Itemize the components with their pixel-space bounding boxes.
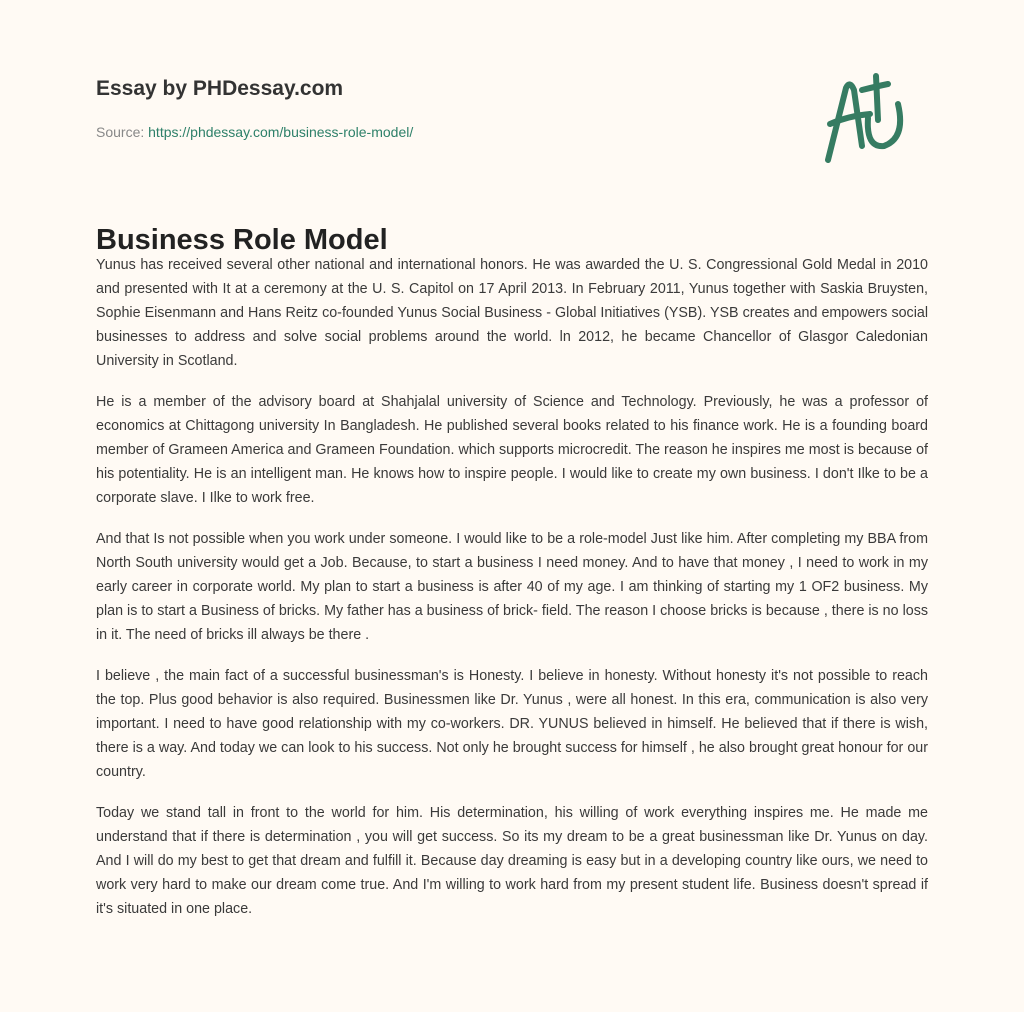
essay-body xyxy=(96,253,928,938)
site-title: Essay by PHDessay.com xyxy=(96,77,344,100)
source-label: Source: xyxy=(96,124,145,140)
essay-paragraph: Yunus has received several other national and international honors. He was awarded the U. S. Congressional Gold Medal in 2010 and presented with It at a ceremony at the U. S. Capitol on 17 April 2013. In February 2011, Yunus together with Saskia Bruysten, Sophie Eisenmann and Hans Reitz co-founded Yunus Social Business - Global Initiatives (YSB). YSB creates and empowers social businesses to address and solve social problems around the world. ln 2012, he became Chancellor of Glasgor Caledonian University in Scotland. xyxy=(96,257,928,369)
essay-paragraph: He is a member of the advisory board at Shahjalal university of Science and Technology. Previously, he was a professor of economics at Chittagong university In Bangladesh. He published several books related to his finance work. He is a founding board member of Grameen America and Grameen Foundation. which supports microcredit. The reason he inspires me most is because of his potentiality. He is an intelligent man. He knows how to inspire people. I would like to create my own business. I don't Ilke to be a corporate slave. I Ilke to work free. xyxy=(96,394,928,506)
essay-paragraph: And that Is not possible when you work under someone. I would like to be a role-model Just like him. After completing my BBA from North South university would get a Job. Because, to start a business I need money. And to have that money , I need to work in my early career in corporate world. My plan to start a business is after 40 of my age. I am thinking of starting my 1 OF2 business. My plan is to start a Business of bricks. My father has a business of brick- field. The reason I choose bricks is because , there is no loss in it. The need of bricks ill always be there . xyxy=(96,531,928,643)
source-line xyxy=(96,124,413,140)
a-plus-logo-icon xyxy=(818,68,928,168)
essay-title: Business Role Model xyxy=(96,224,388,256)
essay-paragraph: Today we stand tall in front to the world for him. His determination, his willing of work everything inspires me. He made me understand that if there is determination , you will get success. So its my dream to be a great businessman like Dr. Yunus on day. And I will do my best to get that dream and fulfill it. Because day dreaming is easy but in a developing country like ours, we need to work very hard to make our dream come true. And I'm willing to work hard from my present student life. Business doesn't spread if it's situated in one place. xyxy=(96,805,928,917)
essay-paragraph: I believe , the main fact of a successful businessman's is Honesty. I believe in honesty. Without honesty it's not possible to reach the top. Plus good behavior is also required. Businessmen like Dr. Yunus , were all honest. In this era, communication is also very important. I need to have good relationship with my co-workers. DR. YUNUS believed in himself. He believed that if there is wish, there is a way. And today we can look to his success. Not only he brought success for himself , he also brought great honour for our country. xyxy=(96,668,928,780)
source-link[interactable]: https://phdessay.com/business-role-model/ xyxy=(148,124,414,140)
page-header xyxy=(96,74,928,184)
